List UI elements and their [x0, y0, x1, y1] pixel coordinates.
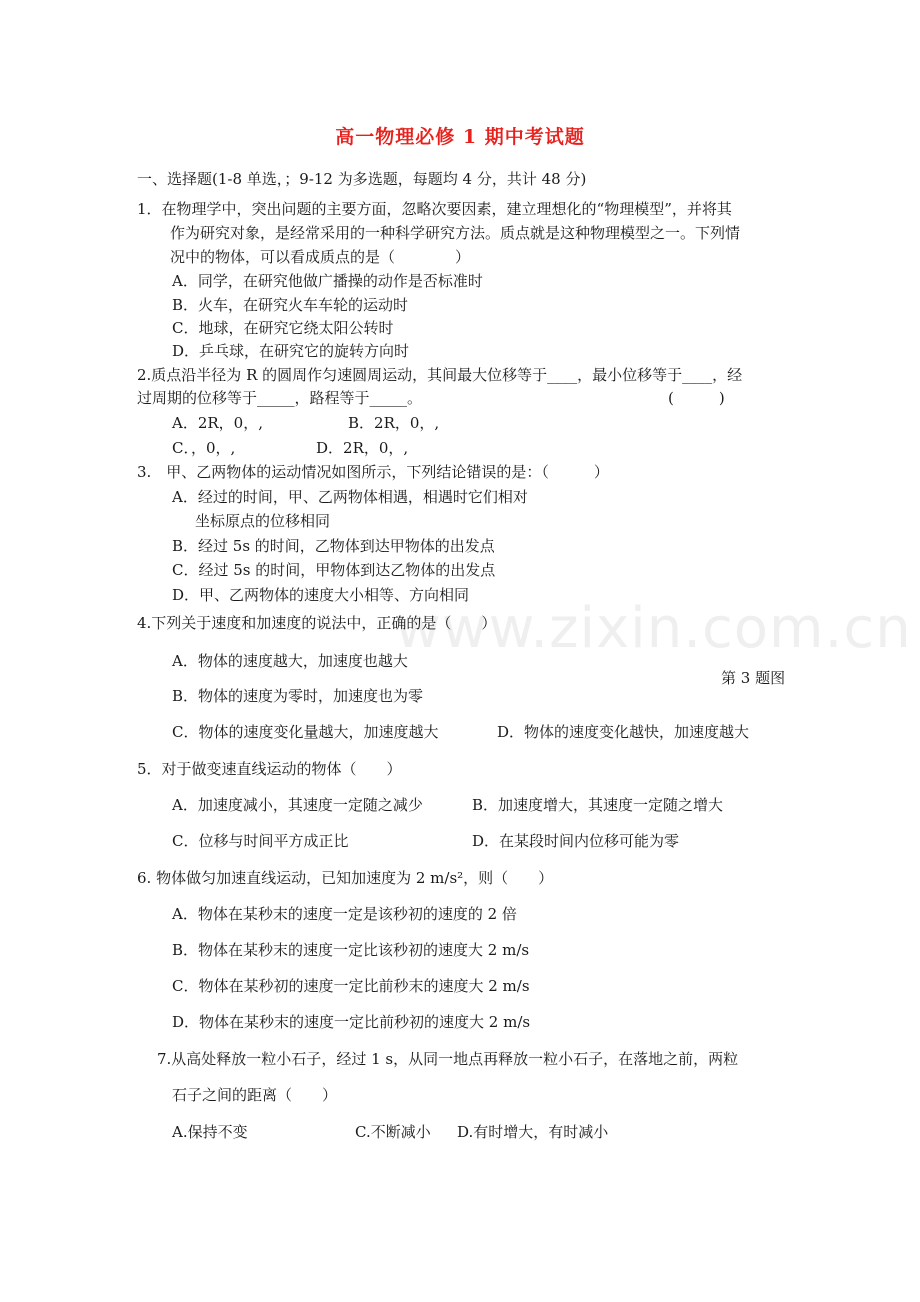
q6-option-a: A．物体在某秒末的速度一定是该秒初的速度的 2 倍	[172, 905, 517, 923]
q1-option-b: B．火车，在研究火车车轮的运动时	[172, 296, 409, 314]
q3-option-d: D．甲、乙两物体的速度大小相等、方向相同	[172, 586, 470, 604]
q3-option-a-line2: 坐标原点的位移相同	[195, 512, 331, 530]
q4-option-d: D．物体的速度变化越快，加速度越大	[497, 723, 750, 741]
q6-option-b: B．物体在某秒末的速度一定比该秒初的速度大 2 m/s	[172, 941, 530, 959]
q2-option-a: A．2R，0，,	[172, 414, 263, 432]
q7-option-a: A.保持不变	[172, 1123, 248, 1141]
figure-caption: 第 3 题图	[721, 669, 786, 687]
q4-stem: 4.下列关于速度和加速度的说法中，正确的是（ ）	[137, 614, 497, 632]
q4-option-c: C．物体的速度变化量越大，加速度越大	[172, 723, 439, 741]
q7-stem-line2: 石子之间的距离（ ）	[172, 1086, 338, 1104]
q1-option-d: D．乒乓球，在研究它的旋转方向时	[172, 342, 410, 360]
q5-stem: 5．对于做变速直线运动的物体（ ）	[137, 760, 402, 778]
q2-stem-line2: 过周期的位移等于_____，路程等于_____。	[137, 389, 423, 407]
q6-option-d: D．物体在某秒末的速度一定比前秒初的速度大 2 m/s	[172, 1013, 531, 1031]
q2-option-d: D．2R，0，,	[316, 439, 409, 457]
q3-option-c: C．经过 5s 的时间，甲物体到达乙物体的出发点	[172, 561, 496, 579]
q5-option-a: A．加速度减小，其速度一定随之减少	[172, 796, 423, 814]
q5-option-c: C．位移与时间平方成正比	[172, 832, 349, 850]
q3-option-b: B．经过 5s 的时间，乙物体到达甲物体的出发点	[172, 537, 495, 555]
q5-option-d: D．在某段时间内位移可能为零	[472, 832, 680, 850]
q1-stem-line3: 况中的物体，可以看成质点的是（ ）	[170, 248, 471, 266]
q6-stem: 6. 物体做匀加速直线运动，已知加速度为 2 m/s²，则（ ）	[137, 869, 554, 887]
q1-stem-line1: 1．在物理学中，突出问题的主要方面，忽略次要因素，建立理想化的“物理模型”，并将其	[137, 200, 732, 218]
q3-option-a-line1: A．经过的时间，甲、乙两物体相遇，相遇时它们相对	[172, 488, 528, 506]
q4-option-b: B．物体的速度为零时，加速度也为零	[172, 687, 424, 705]
q1-option-c: C．地球，在研究它绕太阳公转时	[172, 319, 394, 337]
q4-option-a: A．物体的速度越大，加速度也越大	[172, 652, 408, 670]
q2-option-b: B．2R，0，,	[348, 414, 440, 432]
q2-stem-line1: 2.质点沿半径为 R 的圆周作匀速圆周运动，其间最大位移等于____，最小位移等于____，经	[137, 366, 743, 384]
q2-answer-paren: ( )	[668, 389, 725, 407]
q5-option-b: B．加速度增大，其速度一定随之增大	[472, 796, 724, 814]
section-heading: 一、选择题(1-8 单选，；9-12 为多选题，每题均 4 分，共计 48 分)	[137, 170, 587, 188]
q2-option-c: C．，0，,	[172, 439, 236, 457]
page-title: 高一物理必修 1 期中考试题	[335, 126, 585, 148]
q1-stem-line2: 作为研究对象，是经常采用的一种科学研究方法。质点就是这种物理模型之一。下列情	[170, 224, 741, 242]
q7-option-c: C.不断减小	[355, 1123, 431, 1141]
q3-stem: 3. 甲、乙两物体的运动情况如图所示，下列结论错误的是：（ ）	[137, 463, 609, 481]
q6-option-c: C．物体在某秒初的速度一定比前秒末的速度大 2 m/s	[172, 977, 530, 995]
q7-stem-line1: 7.从高处释放一粒小石子，经过 1 s，从同一地点再释放一粒小石子，在落地之前，两粒	[157, 1050, 739, 1068]
watermark: www.zixin.com.cn	[395, 596, 912, 661]
q7-option-d: D.有时增大，有时减小	[457, 1123, 609, 1141]
q1-option-a: A．同学，在研究他做广播操的动作是否标准时	[172, 272, 483, 290]
